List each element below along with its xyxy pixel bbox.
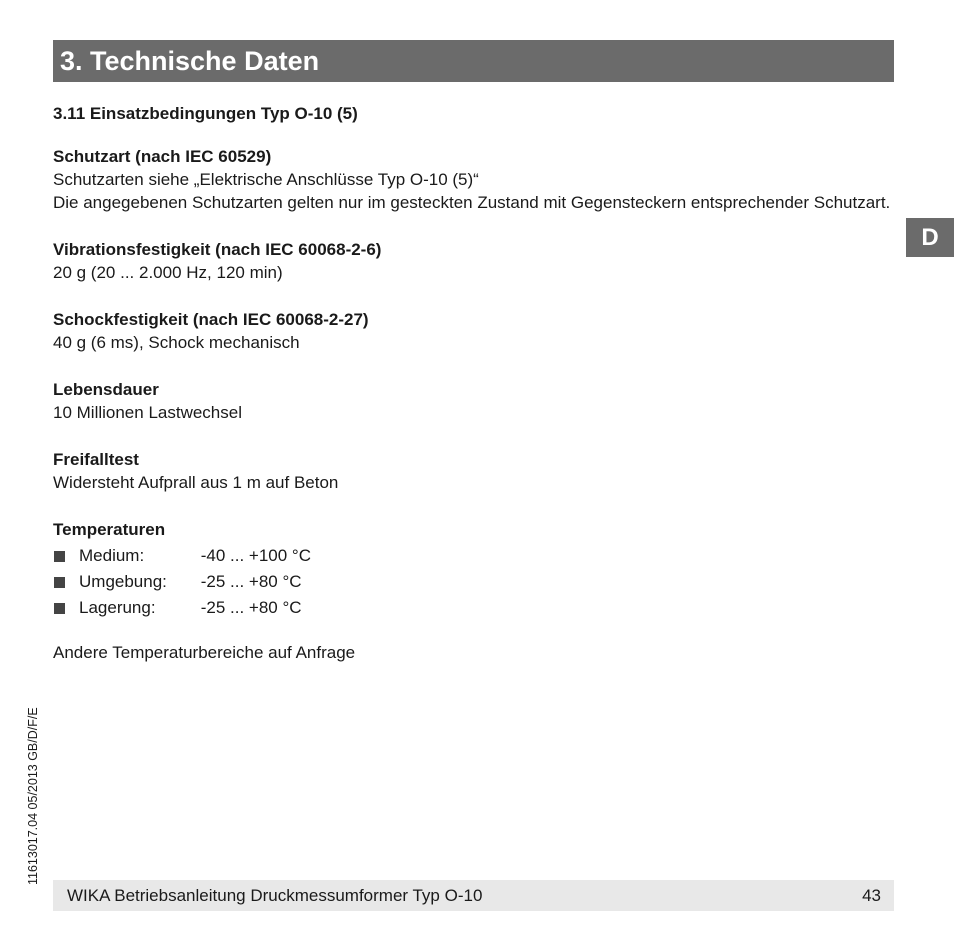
section-service-life [53,378,894,424]
page-number: 43 [862,886,881,905]
section-text: 20 g (20 ... 2.000 Hz, 120 min) [53,263,283,282]
square-bullet-icon [54,577,65,588]
list-item [53,543,894,569]
section-text: 10 Millionen Lastwechsel [53,403,242,422]
temperature-value: -25 ... +80 °C [200,572,302,591]
section-protection-class [53,145,894,214]
square-bullet-icon [54,551,65,562]
section-title: Lebensdauer [53,380,159,399]
section-title: Schockfestigkeit (nach IEC 60068-2-27) [53,310,369,329]
temperature-value: -25 ... +80 °C [200,598,302,617]
section-drop-test [53,448,894,494]
temperature-note: Andere Temperaturbereiche auf Anfrage [53,643,356,662]
temperature-label: Lagerung: [79,598,156,617]
section-title: Schutzart (nach IEC 60529) [53,147,272,166]
list-item [53,595,894,621]
temperature-value: -40 ... +100 °C [200,546,312,565]
section-vibration [53,238,894,284]
section-temperatures [53,518,894,664]
subsection-title: 3.11 Einsatzbedingungen Typ O-10 (5) [53,104,358,123]
page-title: 3. Technische Daten [53,40,894,82]
list-item [53,569,894,595]
section-shock [53,308,894,354]
temperature-label: Umgebung: [79,572,167,591]
footer [53,880,894,911]
section-text: 40 g (6 ms), Schock mechanisch [53,333,300,352]
footer-title: WIKA Betriebsanleitung Druckmessumformer Typ O-10 [67,886,483,905]
temperature-list [53,543,894,621]
section-title: Temperaturen [53,520,166,539]
document-body [53,100,894,664]
section-title: Freifalltest [53,450,139,469]
section-text: Widersteht Aufprall aus 1 m auf Beton [53,473,339,492]
section-title: Vibrationsfestigkeit (nach IEC 60068-2-6) [53,240,382,259]
document-code: 11613017.04 05/2013 GB/D/F/E [26,707,40,885]
language-tab: D [906,218,954,257]
section-text: Die angegebenen Schutzarten gelten nur im gesteckten Zustand mit Gegensteckern entsprechender Schutzart. [53,193,891,212]
temperature-label: Medium: [79,546,145,565]
square-bullet-icon [54,603,65,614]
section-text: Schutzarten siehe „Elektrische Anschlüsse Typ O-10 (5)“ [53,170,479,189]
